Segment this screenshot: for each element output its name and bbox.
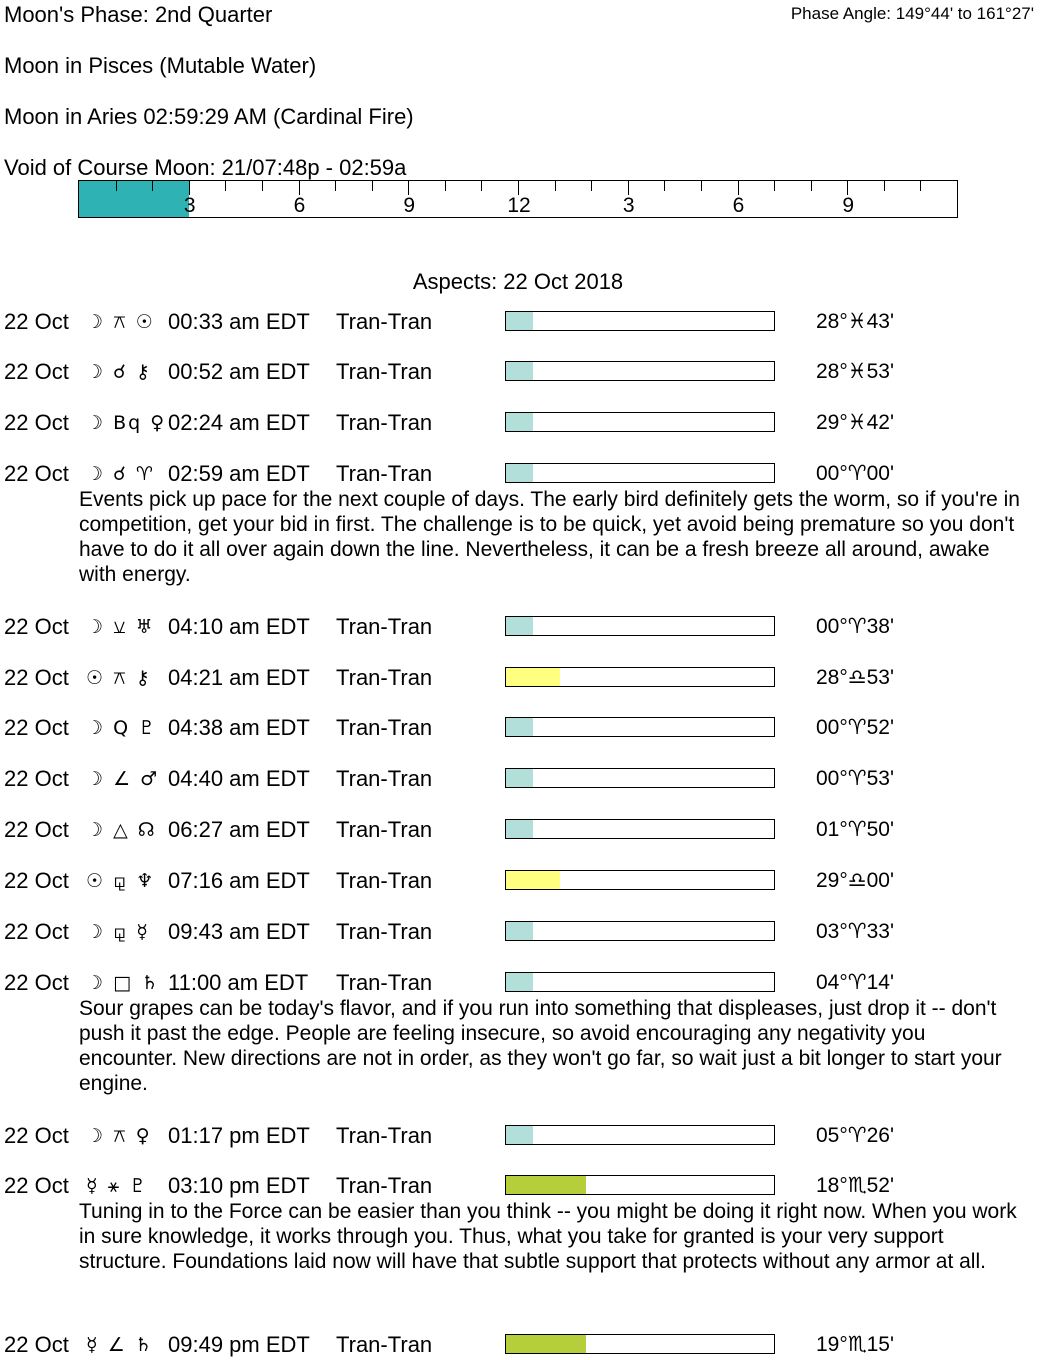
aspect-position: 00°♈38' xyxy=(816,615,894,638)
timeline-tick xyxy=(555,181,556,191)
aspect-position: 29°♎00' xyxy=(816,869,894,892)
timeline-tick xyxy=(225,181,226,191)
aspect-position: 18°♏52' xyxy=(816,1174,894,1197)
timeline-label: 12 xyxy=(507,194,531,217)
timeline-tick xyxy=(518,181,519,195)
timeline-tick xyxy=(701,181,702,191)
aspect-type: Tran-Tran xyxy=(336,766,433,791)
aspect-position: 19°♏15' xyxy=(816,1333,894,1356)
aspect-date: 22 Oct xyxy=(4,359,69,384)
timeline-tick xyxy=(189,181,190,195)
aspect-type: Tran-Tran xyxy=(336,614,433,639)
aspect-row xyxy=(0,817,1050,845)
aspect-glyphs: ☽ ☌ ⚷ xyxy=(86,361,152,383)
aspects-title: Aspects: 22 Oct 2018 xyxy=(412,269,624,294)
timeline-tick xyxy=(774,181,775,191)
timeline-label: 6 xyxy=(732,194,745,217)
timeline-tick xyxy=(811,181,812,191)
aspect-strength-bar xyxy=(505,1125,775,1145)
aspect-date: 22 Oct xyxy=(4,1123,69,1148)
aspect-time: 06:27 am EDT xyxy=(168,817,310,842)
aspect-glyphs: ☽ □ ♄ xyxy=(86,972,161,994)
aspect-date: 22 Oct xyxy=(4,970,69,995)
aspect-time: 03:10 pm EDT xyxy=(168,1173,310,1198)
timeline-tick xyxy=(299,181,300,195)
aspect-position: 29°♓42' xyxy=(816,411,894,434)
aspect-row xyxy=(0,614,1050,642)
aspect-type: Tran-Tran xyxy=(336,817,433,842)
aspect-strength-fill xyxy=(506,362,533,380)
aspect-glyphs: ☽ ⚼ ☿ xyxy=(86,921,150,943)
aspect-strength-bar xyxy=(505,921,775,941)
aspect-row xyxy=(0,1332,1050,1360)
aspect-type: Tran-Tran xyxy=(336,970,433,995)
aspect-time: 02:24 am EDT xyxy=(168,410,310,435)
aspect-glyphs: ☽ Q ♇ xyxy=(86,717,158,739)
aspect-date: 22 Oct xyxy=(4,614,69,639)
aspect-time: 00:33 am EDT xyxy=(168,309,310,334)
timeline-tick xyxy=(408,181,409,195)
timeline-tick xyxy=(372,181,373,191)
aspect-strength-fill xyxy=(506,871,560,889)
aspect-row xyxy=(0,766,1050,794)
aspect-type: Tran-Tran xyxy=(336,715,433,740)
aspect-strength-fill xyxy=(506,1126,533,1144)
aspect-date: 22 Oct xyxy=(4,766,69,791)
timeline-label: 9 xyxy=(842,194,855,217)
aspect-row xyxy=(0,410,1050,438)
aspect-type: Tran-Tran xyxy=(336,1173,433,1198)
aspect-position: 01°♈50' xyxy=(816,818,894,841)
aspect-date: 22 Oct xyxy=(4,309,69,334)
aspect-time: 11:00 am EDT xyxy=(168,970,309,995)
aspect-date: 22 Oct xyxy=(4,817,69,842)
aspect-description: Sour grapes can be today's flavor, and if you run into something that displeases, just drop it -- don't push it past the edge. People are feeling insecure, so avoid encouraging any negativity you encounter. New directions are not in order, as they won't go far, so wait just a bit longer to start your engine. xyxy=(79,997,1002,1095)
aspect-type: Tran-Tran xyxy=(336,919,433,944)
aspect-strength-bar xyxy=(505,1175,775,1195)
aspect-strength-bar xyxy=(505,717,775,737)
aspect-glyphs: ☿ ⚹ ♇ xyxy=(86,1175,149,1197)
aspect-strength-fill xyxy=(506,1176,586,1194)
aspect-date: 22 Oct xyxy=(4,665,69,690)
aspect-type: Tran-Tran xyxy=(336,1332,433,1357)
timeline-tick xyxy=(116,181,117,191)
aspect-position: 28°♓53' xyxy=(816,360,894,383)
aspect-description: Tuning in to the Force can be easier than you think -- you might be doing it right now. When you work in sure knowledge, it works through you. Thus, what you take for granted is your very support structure. Foundations laid now will have that subtle support that protects without any armor at all. xyxy=(79,1200,1017,1273)
aspect-description: Events pick up pace for the next couple of days. The early bird definitely gets the worm, so if you're in competition, get your bid in first. The challenge is to be quick, yet avoid being premature so you don't have to do it all over again down the line. Nevertheless, it can be a fresh breeze all around, awake with energy. xyxy=(79,488,1020,586)
moon-phase: Moon's Phase: 2nd Quarter xyxy=(4,2,273,27)
aspect-row xyxy=(0,461,1050,489)
aspect-strength-fill xyxy=(506,668,560,686)
aspect-glyphs: ☽ △ ☊ xyxy=(86,819,157,841)
void-timeline xyxy=(78,180,958,218)
timeline-tick xyxy=(884,181,885,191)
aspect-row xyxy=(0,1123,1050,1151)
aspect-row xyxy=(0,1173,1050,1201)
aspect-row xyxy=(0,715,1050,743)
moon-sign-aries: Moon in Aries 02:59:29 AM (Cardinal Fire) xyxy=(4,104,414,129)
aspect-glyphs: ☉ ⚼ ♆ xyxy=(86,870,156,892)
timeline-tick xyxy=(591,181,592,191)
aspect-strength-bar xyxy=(505,768,775,788)
aspect-strength-bar xyxy=(505,870,775,890)
aspect-position: 04°♈14' xyxy=(816,971,894,994)
timeline-tick xyxy=(481,181,482,191)
aspect-time: 04:40 am EDT xyxy=(168,766,310,791)
timeline-tick xyxy=(262,181,263,191)
aspect-type: Tran-Tran xyxy=(336,309,433,334)
aspect-type: Tran-Tran xyxy=(336,410,433,435)
aspect-date: 22 Oct xyxy=(4,868,69,893)
timeline-tick xyxy=(445,181,446,191)
aspect-time: 04:38 am EDT xyxy=(168,715,310,740)
aspect-position: 00°♈00' xyxy=(816,462,894,485)
aspect-strength-fill xyxy=(506,312,533,330)
timeline-tick xyxy=(847,181,848,195)
aspect-row xyxy=(0,970,1050,998)
void-timeline-fill xyxy=(79,181,189,217)
aspect-time: 07:16 am EDT xyxy=(168,868,310,893)
aspect-strength-bar xyxy=(505,463,775,483)
aspect-row xyxy=(0,665,1050,693)
aspect-strength-bar xyxy=(505,972,775,992)
aspect-date: 22 Oct xyxy=(4,1332,69,1357)
aspect-strength-fill xyxy=(506,617,533,635)
aspect-type: Tran-Tran xyxy=(336,1123,433,1148)
aspect-position: 28°♓43' xyxy=(816,310,894,333)
aspect-strength-bar xyxy=(505,667,775,687)
moon-sign-pisces: Moon in Pisces (Mutable Water) xyxy=(4,53,317,78)
aspect-time: 09:49 pm EDT xyxy=(168,1332,310,1357)
aspect-date: 22 Oct xyxy=(4,410,69,435)
aspect-row xyxy=(0,919,1050,947)
aspect-strength-bar xyxy=(505,311,775,331)
aspect-glyphs: ☉ ⚻ ⚷ xyxy=(86,667,152,689)
aspect-strength-bar xyxy=(505,819,775,839)
aspect-row xyxy=(0,309,1050,337)
aspect-position: 03°♈33' xyxy=(816,920,894,943)
aspect-strength-fill xyxy=(506,464,533,482)
aspect-time: 00:52 am EDT xyxy=(168,359,310,384)
aspect-glyphs: ☽ ☌ ♈ xyxy=(86,463,155,485)
aspect-strength-bar xyxy=(505,616,775,636)
aspect-strength-bar xyxy=(505,412,775,432)
aspect-time: 04:10 am EDT xyxy=(168,614,310,639)
timeline-label: 3 xyxy=(622,194,635,217)
aspect-time: 02:59 am EDT xyxy=(168,461,310,486)
aspect-glyphs: ☽ ⚻ ☉ xyxy=(86,311,155,333)
timeline-tick xyxy=(335,181,336,191)
aspect-strength-bar xyxy=(505,1334,775,1354)
timeline-tick xyxy=(152,181,153,191)
aspect-strength-fill xyxy=(506,413,533,431)
aspect-time: 09:43 am EDT xyxy=(168,919,310,944)
phase-angle: Phase Angle: 149°44' to 161°27' xyxy=(790,4,1034,23)
aspect-date: 22 Oct xyxy=(4,715,69,740)
aspect-position: 05°♈26' xyxy=(816,1124,894,1147)
timeline-label: 9 xyxy=(403,194,416,217)
void-of-course: Void of Course Moon: 21/07:48p - 02:59a xyxy=(4,155,407,180)
aspect-strength-fill xyxy=(506,718,533,736)
timeline-tick xyxy=(664,181,665,191)
aspect-glyphs: ☽ Bq ♀ xyxy=(86,412,167,434)
aspect-glyphs: ☽ ⚻ ♀ xyxy=(86,1125,152,1147)
aspect-row xyxy=(0,868,1050,896)
aspect-strength-fill xyxy=(506,973,533,991)
timeline-tick xyxy=(920,181,921,191)
aspect-position: 28°♎53' xyxy=(816,666,894,689)
aspect-strength-bar xyxy=(505,361,775,381)
aspect-strength-fill xyxy=(506,1335,586,1353)
aspect-strength-fill xyxy=(506,769,533,787)
timeline-label: 6 xyxy=(293,194,306,217)
aspect-type: Tran-Tran xyxy=(336,359,433,384)
timeline-label: 3 xyxy=(183,194,196,217)
aspect-type: Tran-Tran xyxy=(336,868,433,893)
timeline-tick xyxy=(738,181,739,195)
aspect-date: 22 Oct xyxy=(4,461,69,486)
aspect-position: 00°♈52' xyxy=(816,716,894,739)
aspect-time: 04:21 am EDT xyxy=(168,665,310,690)
aspect-type: Tran-Tran xyxy=(336,665,433,690)
timeline-tick xyxy=(628,181,629,195)
aspect-glyphs: ☽ ⚺ ♅ xyxy=(86,616,155,638)
aspect-type: Tran-Tran xyxy=(336,461,433,486)
aspect-position: 00°♈53' xyxy=(816,767,894,790)
aspect-glyphs: ☿ ∠ ♄ xyxy=(86,1334,154,1356)
aspect-date: 22 Oct xyxy=(4,919,69,944)
aspect-strength-fill xyxy=(506,922,533,940)
aspect-glyphs: ☽ ∠ ♂ xyxy=(86,768,160,790)
aspect-time: 01:17 pm EDT xyxy=(168,1123,310,1148)
aspect-row xyxy=(0,359,1050,387)
aspect-date: 22 Oct xyxy=(4,1173,69,1198)
aspect-strength-fill xyxy=(506,820,533,838)
